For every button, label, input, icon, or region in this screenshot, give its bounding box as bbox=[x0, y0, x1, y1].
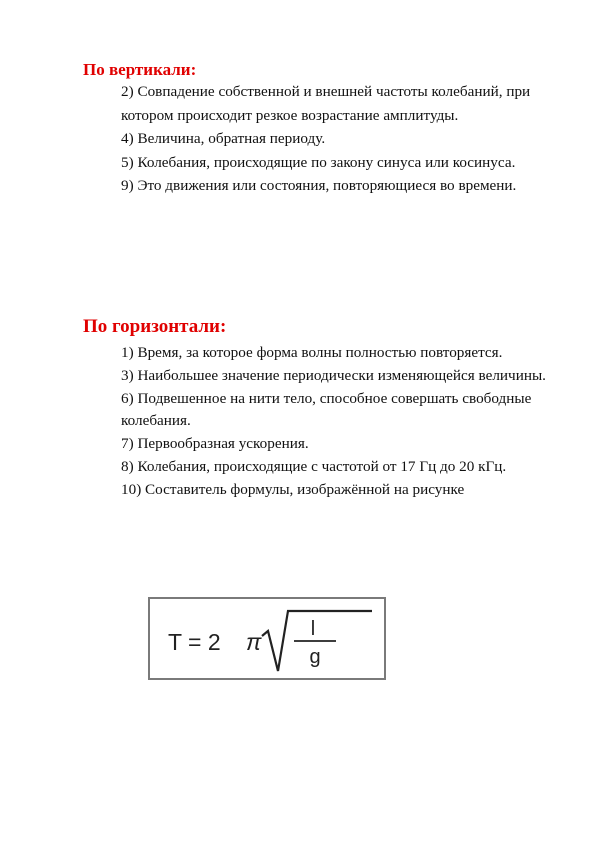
horizontal-heading: По горизонтали: bbox=[83, 316, 227, 337]
horizontal-clue-item: 1) Время, за которое форма волны полностью повторяется. bbox=[121, 344, 503, 361]
vertical-clue-item: 4) Величина, обратная периоду. bbox=[121, 130, 326, 147]
pendulum-formula-image bbox=[148, 597, 386, 680]
horizontal-clue-item: 3) Наибольшее значение периодически изменяющейся величины. bbox=[121, 366, 546, 384]
vertical-heading: По вертикали: bbox=[83, 60, 197, 79]
vertical-clue-item: 5) Колебания, происходящие по закону синуса или косинуса. bbox=[121, 153, 516, 171]
horizontal-clue-list bbox=[121, 342, 561, 502]
formula-lhs: T = 2 bbox=[168, 629, 221, 655]
vertical-clue-list bbox=[121, 80, 561, 198]
horizontal-clue-item: 6) Подвешенное на нити тело, способное совершать свободные колебания. bbox=[121, 389, 532, 430]
horizontal-clue-item: 7) Первообразная ускорения. bbox=[121, 435, 309, 453]
horizontal-clue-item: 10) Составитель формулы, изображённой на рисунке bbox=[121, 480, 465, 498]
formula-denominator: g bbox=[309, 646, 321, 668]
horizontal-clue-item: 8) Колебания, происходящие с частотой от 17 Гц до 20 кГц. bbox=[121, 457, 507, 475]
formula-pi: π bbox=[246, 629, 262, 655]
vertical-clue-item: 9) Это движения или состояния, повторяющиеся во времени. bbox=[121, 177, 517, 194]
formula-svg bbox=[150, 599, 384, 678]
formula-numerator: l bbox=[310, 618, 316, 640]
vertical-clue-item: 2) Совпадение собственной и внешней частоты колебаний, при котором происходит резкое возрастание амплитуды. bbox=[121, 83, 531, 124]
